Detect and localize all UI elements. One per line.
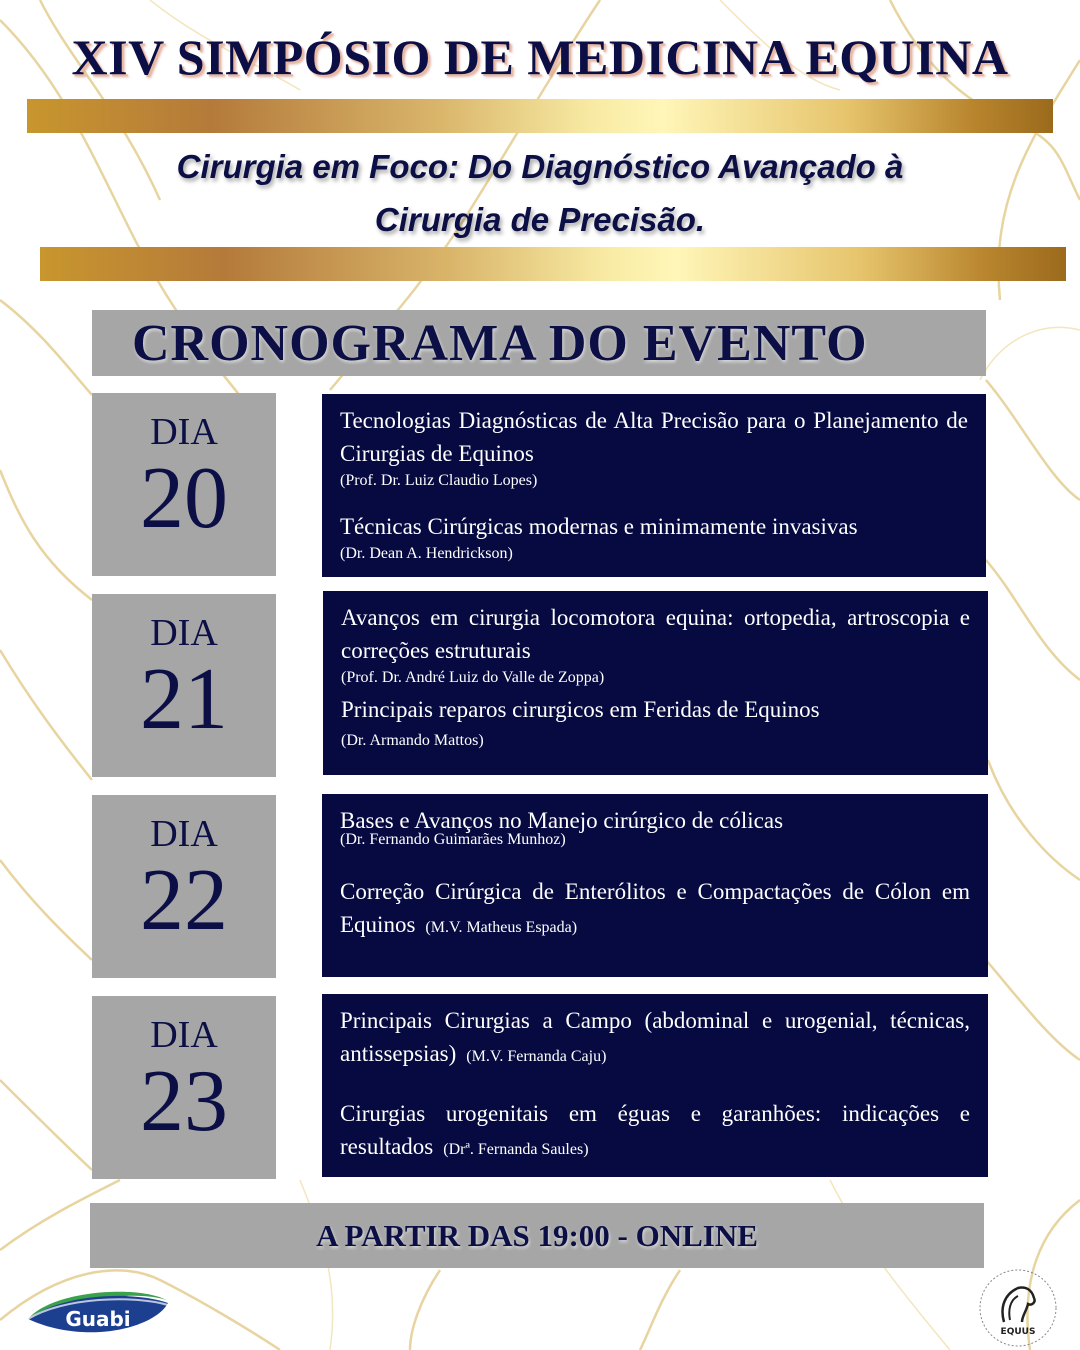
day-badge-20 bbox=[92, 393, 276, 576]
talk-speaker: (Drª. Fernanda Saules) bbox=[443, 1141, 589, 1158]
schedule-heading-banner bbox=[92, 310, 986, 376]
talk-title: Técnicas Cirúrgicas modernas e minimamente invasivas bbox=[340, 514, 858, 539]
talk-title-text: Principais Cirurgias a Campo (abdominal e urogenial, técnicas, antissepsias) bbox=[340, 1008, 970, 1066]
talk-title: Tecnologias Diagnósticas de Alta Precisão para o Planejamento de Cirurgias de Equinos bbox=[340, 408, 968, 466]
talk-title bbox=[340, 875, 970, 944]
event-subtitle bbox=[0, 140, 1080, 246]
guabi-logo bbox=[24, 1283, 172, 1343]
talk-title bbox=[340, 1097, 970, 1166]
equus-logo bbox=[970, 1262, 1070, 1350]
talk-speaker: (Prof. Dr. Luiz Claudio Lopes) bbox=[340, 472, 538, 489]
day-badge-23 bbox=[92, 996, 276, 1179]
day-label: DIA bbox=[150, 411, 218, 453]
talk-speaker: (Dr. Fernando Guimarães Munhoz) bbox=[340, 831, 566, 848]
day-badge-22 bbox=[92, 795, 276, 978]
day-22-talks bbox=[322, 794, 988, 977]
day-badge-21 bbox=[92, 594, 276, 777]
time-info-banner bbox=[90, 1203, 984, 1268]
subtitle-line-1: Cirurgia em Foco: Do Diagnóstico Avançado à bbox=[176, 148, 904, 185]
talk-title: Principais reparos cirurgicos em Feridas de Equinos bbox=[341, 697, 820, 722]
event-title: XIV SIMPÓSIO DE MEDICINA EQUINA bbox=[71, 29, 1009, 85]
equus-logo-text: EQUUS bbox=[1000, 1327, 1036, 1337]
talk-title-text: Cirurgias urogenitais em éguas e garanhões: indicações e resultados bbox=[340, 1101, 970, 1159]
talk-speaker: (Dr. Dean A. Hendrickson) bbox=[340, 545, 513, 562]
talk-title: Bases e Avanços no Manejo cirúrgico de cólicas bbox=[340, 808, 784, 833]
guabi-logo-text: Guabi bbox=[65, 1307, 131, 1331]
talk-speaker: (M.V. Fernanda Caju) bbox=[466, 1048, 607, 1065]
day-number: 20 bbox=[140, 450, 228, 547]
day-23-talks bbox=[322, 994, 988, 1177]
schedule-heading: CRONOGRAMA DO EVENTO bbox=[132, 314, 868, 372]
day-label: DIA bbox=[150, 813, 218, 855]
day-label: DIA bbox=[150, 612, 218, 654]
day-20-talks bbox=[322, 394, 986, 577]
day-21-talks bbox=[323, 591, 988, 775]
talk-speaker: (Prof. Dr. André Luiz do Valle de Zoppa) bbox=[341, 669, 605, 686]
talk-speaker: (M.V. Matheus Espada) bbox=[425, 919, 578, 936]
talk-title-text: Correção Cirúrgica de Enterólitos e Compactações de Cólon em Equinos bbox=[340, 879, 970, 937]
day-number: 22 bbox=[140, 852, 228, 949]
talk-title: Avanços em cirurgia locomotora equina: ortopedia, artroscopia e correções estruturais bbox=[341, 605, 970, 663]
talk-speaker: (Dr. Armando Mattos) bbox=[341, 732, 484, 749]
gold-divider-top bbox=[27, 99, 1053, 133]
day-number: 23 bbox=[140, 1053, 228, 1150]
day-label: DIA bbox=[150, 1014, 218, 1056]
talk-title bbox=[340, 1004, 970, 1073]
day-number: 21 bbox=[140, 651, 228, 748]
subtitle-line-2: Cirurgia de Precisão. bbox=[374, 201, 706, 238]
time-info: A PARTIR DAS 19:00 - ONLINE bbox=[316, 1217, 758, 1253]
gold-divider-bottom bbox=[40, 247, 1066, 281]
